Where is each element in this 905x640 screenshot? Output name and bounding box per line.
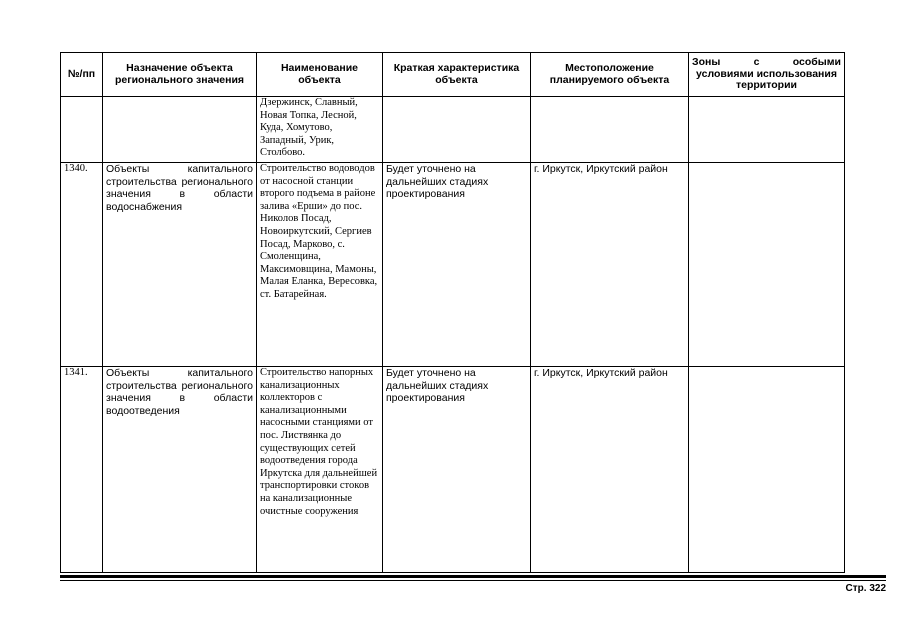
row-brief: [383, 97, 531, 163]
header-brief: Краткая характеристика объекта: [383, 53, 531, 97]
row-zones: [689, 97, 845, 163]
row-brief: Будет уточнено на дальнейших стадиях проектирования: [383, 163, 531, 367]
row-name: Дзержинск, Славный, Новая Топка, Лесной, Куда, Хомутово, Западный, Урик, Столбово.: [257, 97, 383, 163]
row-name: Строительство водоводов от насосной станции второго подъема в районе залива «Ерши» до пос. Николов Посад, Новоиркутский, Сергиев Посад, Марково, с. Смоленщина, Максимовщина, Мамоны, Малая Еланка, Вересовка, ст. Батарейная.: [257, 163, 383, 367]
row-num: 1341.: [61, 367, 103, 573]
row-purpose: Объекты капитального строительства регионального значения в области водоснабжения: [103, 163, 257, 367]
row-location: [531, 97, 689, 163]
footer-divider-thick: [60, 575, 886, 578]
row-zones: [689, 367, 845, 573]
row-location: г. Иркутск, Иркутский район: [531, 367, 689, 573]
row-zones: [689, 163, 845, 367]
header-name: Наименование объекта: [257, 53, 383, 97]
header-num: №/пп: [61, 53, 103, 97]
row-location: г. Иркутск, Иркутский район: [531, 163, 689, 367]
header-zones-word: Зоны: [692, 55, 721, 68]
header-row: [61, 53, 845, 97]
header-zones-word: особыми: [792, 55, 841, 68]
row-name: Строительство напорных канализационных коллекторов с канализационными насосными станциями от пос. Листвянка до существующих сетей водоотведения города Иркутска для дальнейшей транспортировки стоков на канализационные очистные сооружения: [257, 367, 383, 573]
row-num: 1340.: [61, 163, 103, 367]
header-zones-word: с: [753, 55, 760, 68]
footer-divider-thin: [60, 580, 886, 581]
header-zones: [689, 53, 845, 97]
row-purpose: Объекты капитального строительства регионального значения в области водоотведения: [103, 367, 257, 573]
row-num: [61, 97, 103, 163]
page-number: Стр. 322: [845, 583, 886, 594]
header-purpose: Назначение объекта регионального значения: [103, 53, 257, 97]
header-zones-rest: условиями использования территории: [696, 67, 837, 92]
header-zones-line1: [692, 57, 841, 69]
header-location: Местоположение планируемого объекта: [531, 53, 689, 97]
table-row: [61, 367, 845, 573]
row-purpose: [103, 97, 257, 163]
objects-table: [60, 52, 845, 573]
table-row: [61, 97, 845, 163]
row-brief: Будет уточнено на дальнейших стадиях проектирования: [383, 367, 531, 573]
table-row: [61, 163, 845, 367]
